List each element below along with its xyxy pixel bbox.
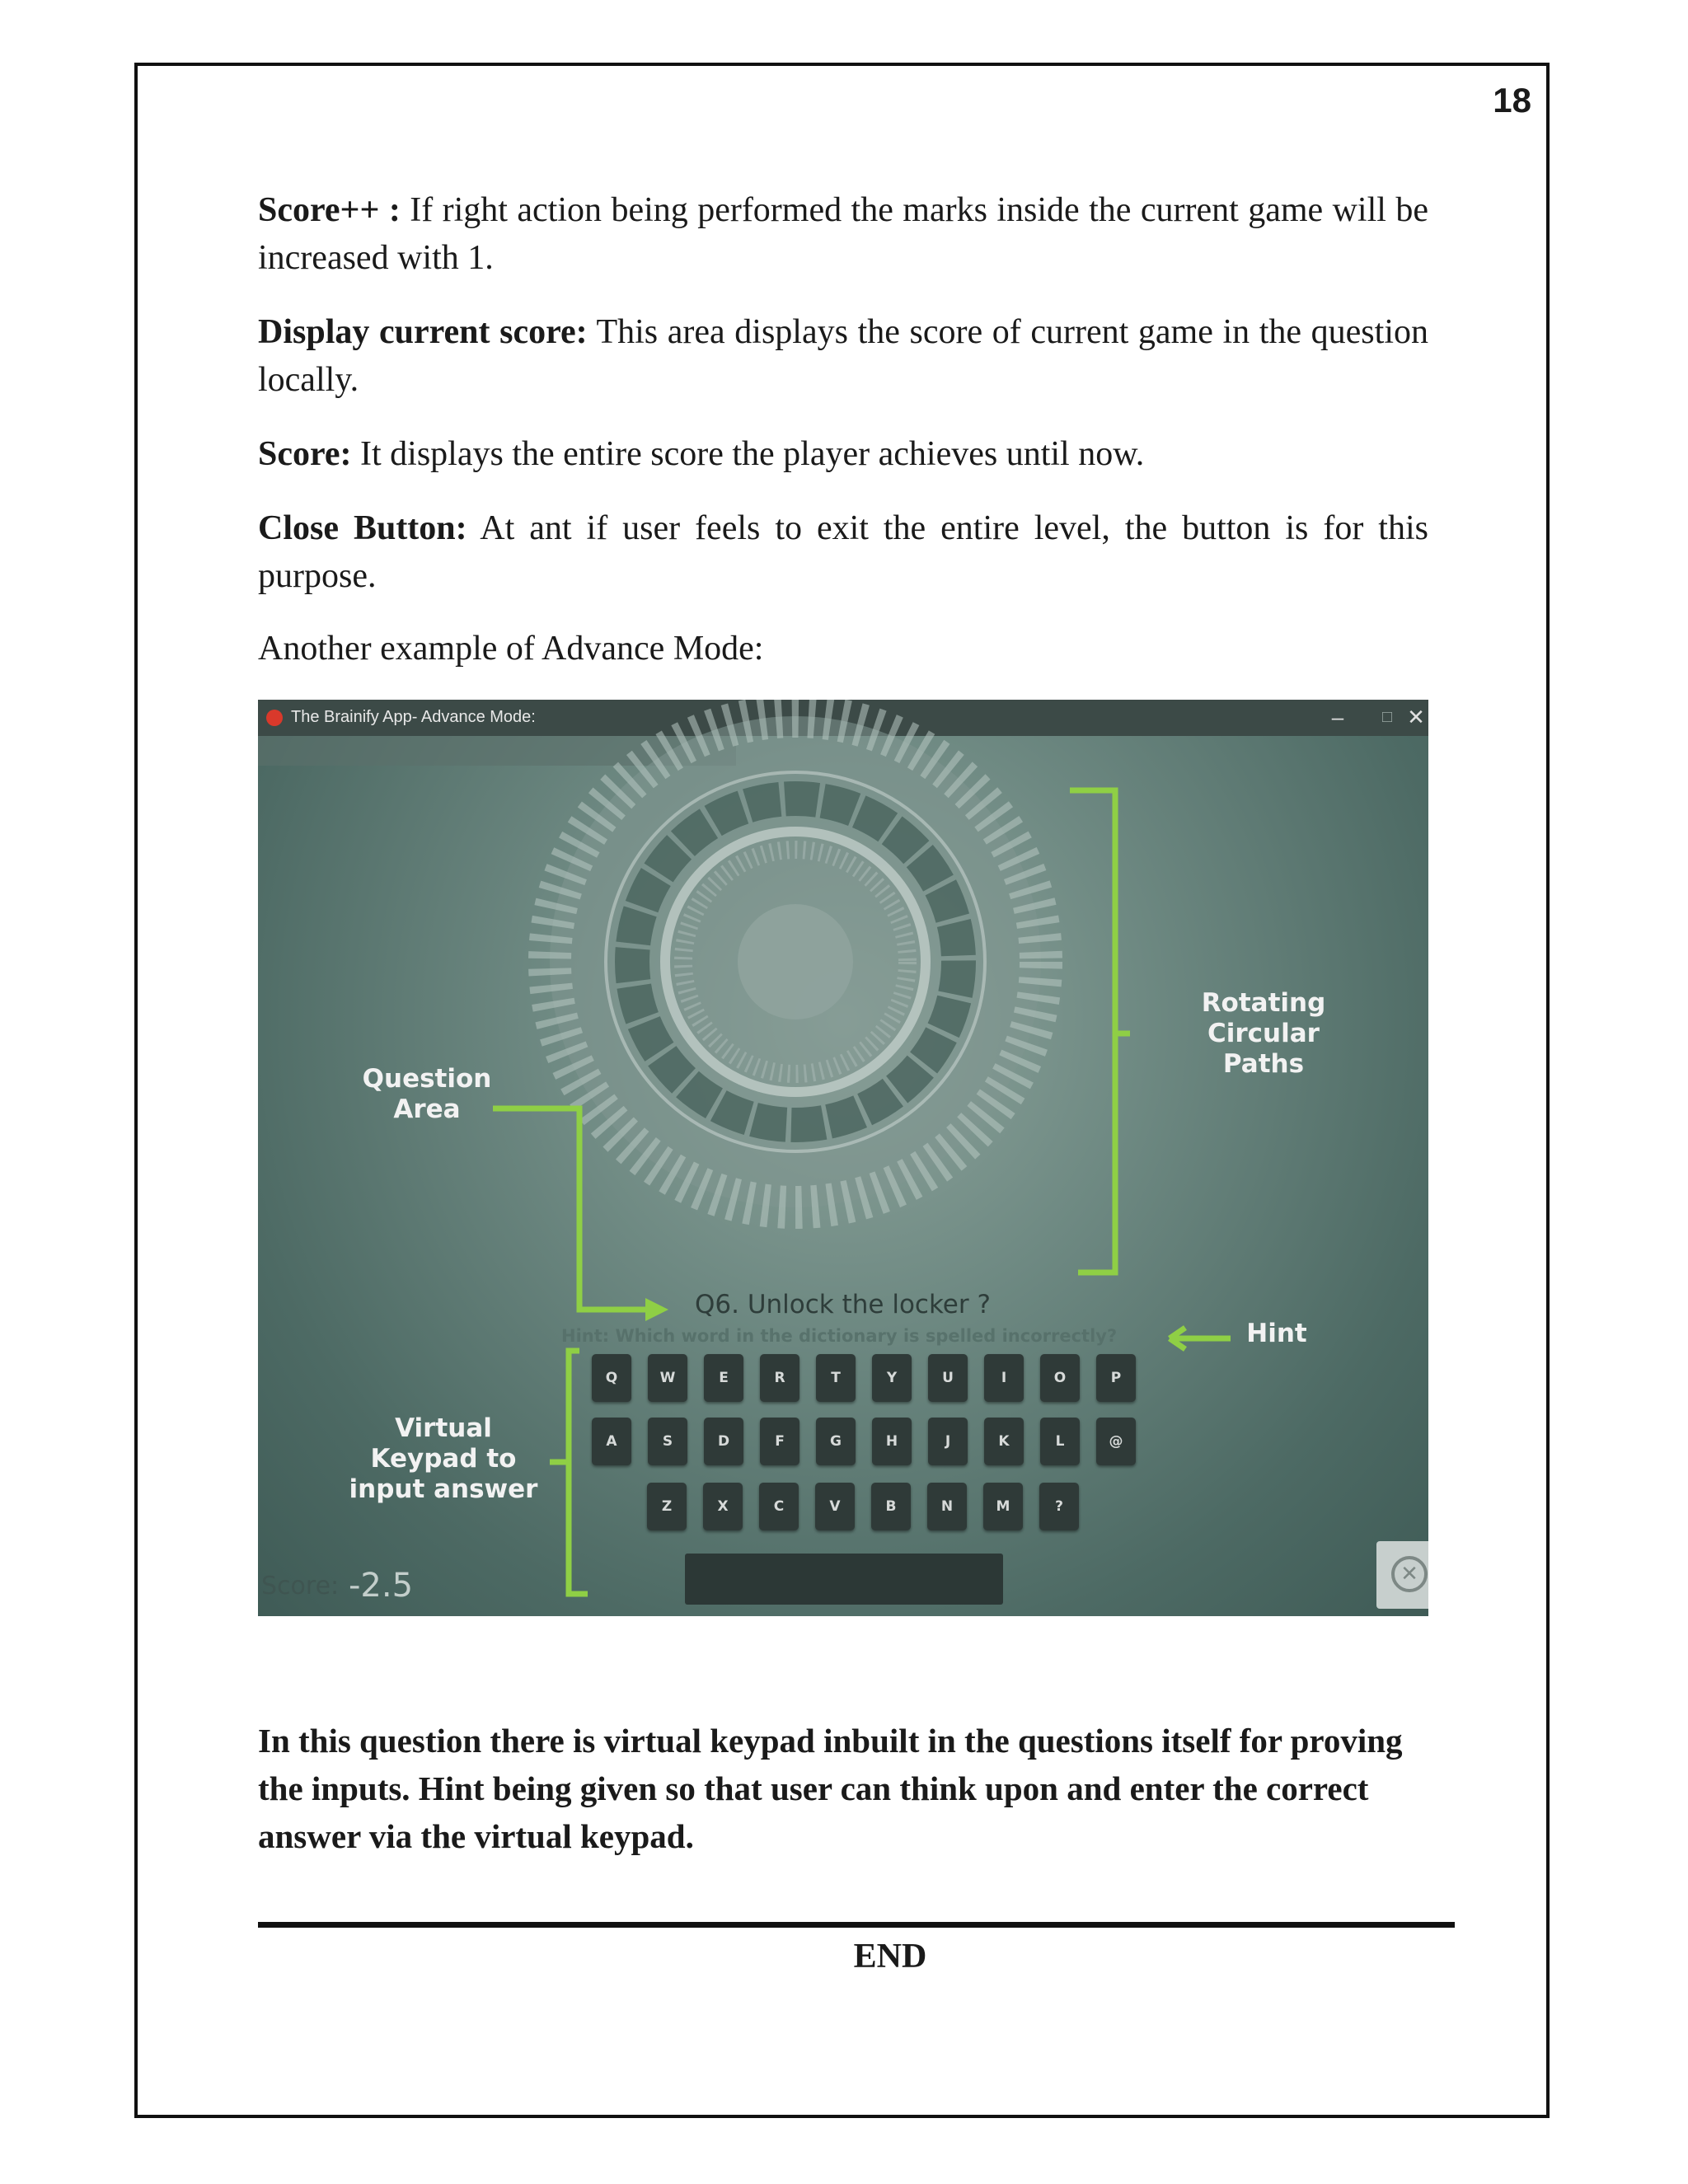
- key-at[interactable]: @: [1096, 1418, 1136, 1465]
- key-s[interactable]: S: [648, 1418, 687, 1465]
- paragraph-display-current-score: [258, 308, 1428, 404]
- key-g[interactable]: G: [816, 1418, 856, 1465]
- key-d[interactable]: D: [704, 1418, 743, 1465]
- desc-display-current-score: This area displays the score of current game in the question locally.: [258, 313, 1428, 399]
- key-z[interactable]: Z: [647, 1483, 687, 1530]
- annotation-question-line-2: Area: [393, 1094, 461, 1124]
- closing-paragraph: In this question there is virtual keypad inbuilt in the questions itself for proving the inputs. Hint being given so that user can think upon and enter the correct answer via the virtual keypad.: [258, 1722, 1403, 1855]
- key-question[interactable]: ?: [1039, 1483, 1079, 1530]
- desc-score: It displays the entire score the player achieves until now.: [351, 435, 1145, 473]
- paragraph-score: [258, 430, 1428, 478]
- key-c[interactable]: C: [759, 1483, 799, 1530]
- window-title: The Brainify App- Advance Mode:: [291, 708, 536, 726]
- key-t[interactable]: T: [816, 1354, 856, 1402]
- key-o[interactable]: O: [1040, 1354, 1080, 1402]
- hint-text: Hint: Which word in the dictionary is spelled incorrectly?: [561, 1326, 1118, 1346]
- end-rule: [258, 1922, 1455, 1928]
- annotation-hint: Hint: [1246, 1319, 1307, 1348]
- paragraph-close-button: [258, 504, 1428, 600]
- close-icon: ✕: [1391, 1556, 1428, 1592]
- term-score: Score:: [258, 435, 352, 473]
- annotation-question-area: [349, 1064, 505, 1125]
- key-f[interactable]: F: [760, 1418, 799, 1465]
- key-n[interactable]: N: [927, 1483, 967, 1530]
- question-text: Q6. Unlock the locker ?: [695, 1290, 991, 1319]
- annotation-keypad-line-2: Keypad to: [370, 1444, 517, 1474]
- key-q[interactable]: Q: [592, 1354, 631, 1402]
- advance-mode-screenshot: [258, 700, 1428, 1616]
- end-label: END: [853, 1938, 927, 1975]
- key-x[interactable]: X: [703, 1483, 743, 1530]
- annotation-rotating-line-2: Circular: [1207, 1019, 1320, 1048]
- key-a[interactable]: A: [592, 1418, 631, 1465]
- key-m[interactable]: M: [983, 1483, 1023, 1530]
- annotation-rotating-line-3: Paths: [1222, 1049, 1305, 1079]
- paragraph-score-plus: [258, 186, 1428, 282]
- key-k[interactable]: K: [984, 1418, 1024, 1465]
- annotation-rotating-line-1: Rotating: [1201, 988, 1326, 1018]
- desc-close-button: At ant if user feels to exit the entire level, the button is for this purpose.: [258, 509, 1428, 595]
- annotation-rotating-paths: [1189, 988, 1338, 1080]
- score-label: Score:: [261, 1572, 340, 1601]
- key-j[interactable]: J: [928, 1418, 968, 1465]
- key-u[interactable]: U: [928, 1354, 968, 1402]
- term-close-button: Close Button:: [258, 509, 467, 547]
- key-p[interactable]: P: [1096, 1354, 1136, 1402]
- desc-score-plus: If right action being performed the marks inside the current game will be increased with 1.: [258, 191, 1428, 277]
- minimize-button[interactable]: –: [1331, 705, 1344, 729]
- annotation-keypad-line-1: Virtual: [395, 1413, 492, 1443]
- page-number: 18: [1493, 81, 1531, 120]
- answer-input[interactable]: [685, 1554, 1003, 1605]
- key-b[interactable]: B: [871, 1483, 911, 1530]
- term-display-current-score: Display current score:: [258, 313, 588, 351]
- key-y[interactable]: Y: [872, 1354, 912, 1402]
- key-v[interactable]: V: [815, 1483, 855, 1530]
- example-intro: Another example of Advance Mode:: [258, 630, 764, 668]
- window-close-button[interactable]: ✕: [1407, 705, 1425, 729]
- key-r[interactable]: R: [760, 1354, 799, 1402]
- key-w[interactable]: W: [648, 1354, 687, 1402]
- annotation-keypad-line-3: input answer: [349, 1474, 538, 1504]
- score-value: -2.5: [349, 1567, 414, 1605]
- rotating-circular-paths[interactable]: [550, 716, 1041, 1207]
- key-h[interactable]: H: [872, 1418, 912, 1465]
- key-i[interactable]: I: [984, 1354, 1024, 1402]
- annotation-question-line-1: Question: [362, 1064, 492, 1094]
- key-e[interactable]: E: [704, 1354, 743, 1402]
- arrow-heads: [645, 1298, 668, 1321]
- key-l[interactable]: L: [1040, 1418, 1080, 1465]
- term-score-plus: Score++ :: [258, 191, 401, 229]
- maximize-button[interactable]: □: [1381, 708, 1393, 726]
- annotation-virtual-keypad: [340, 1413, 546, 1505]
- game-close-button[interactable]: [1376, 1541, 1428, 1609]
